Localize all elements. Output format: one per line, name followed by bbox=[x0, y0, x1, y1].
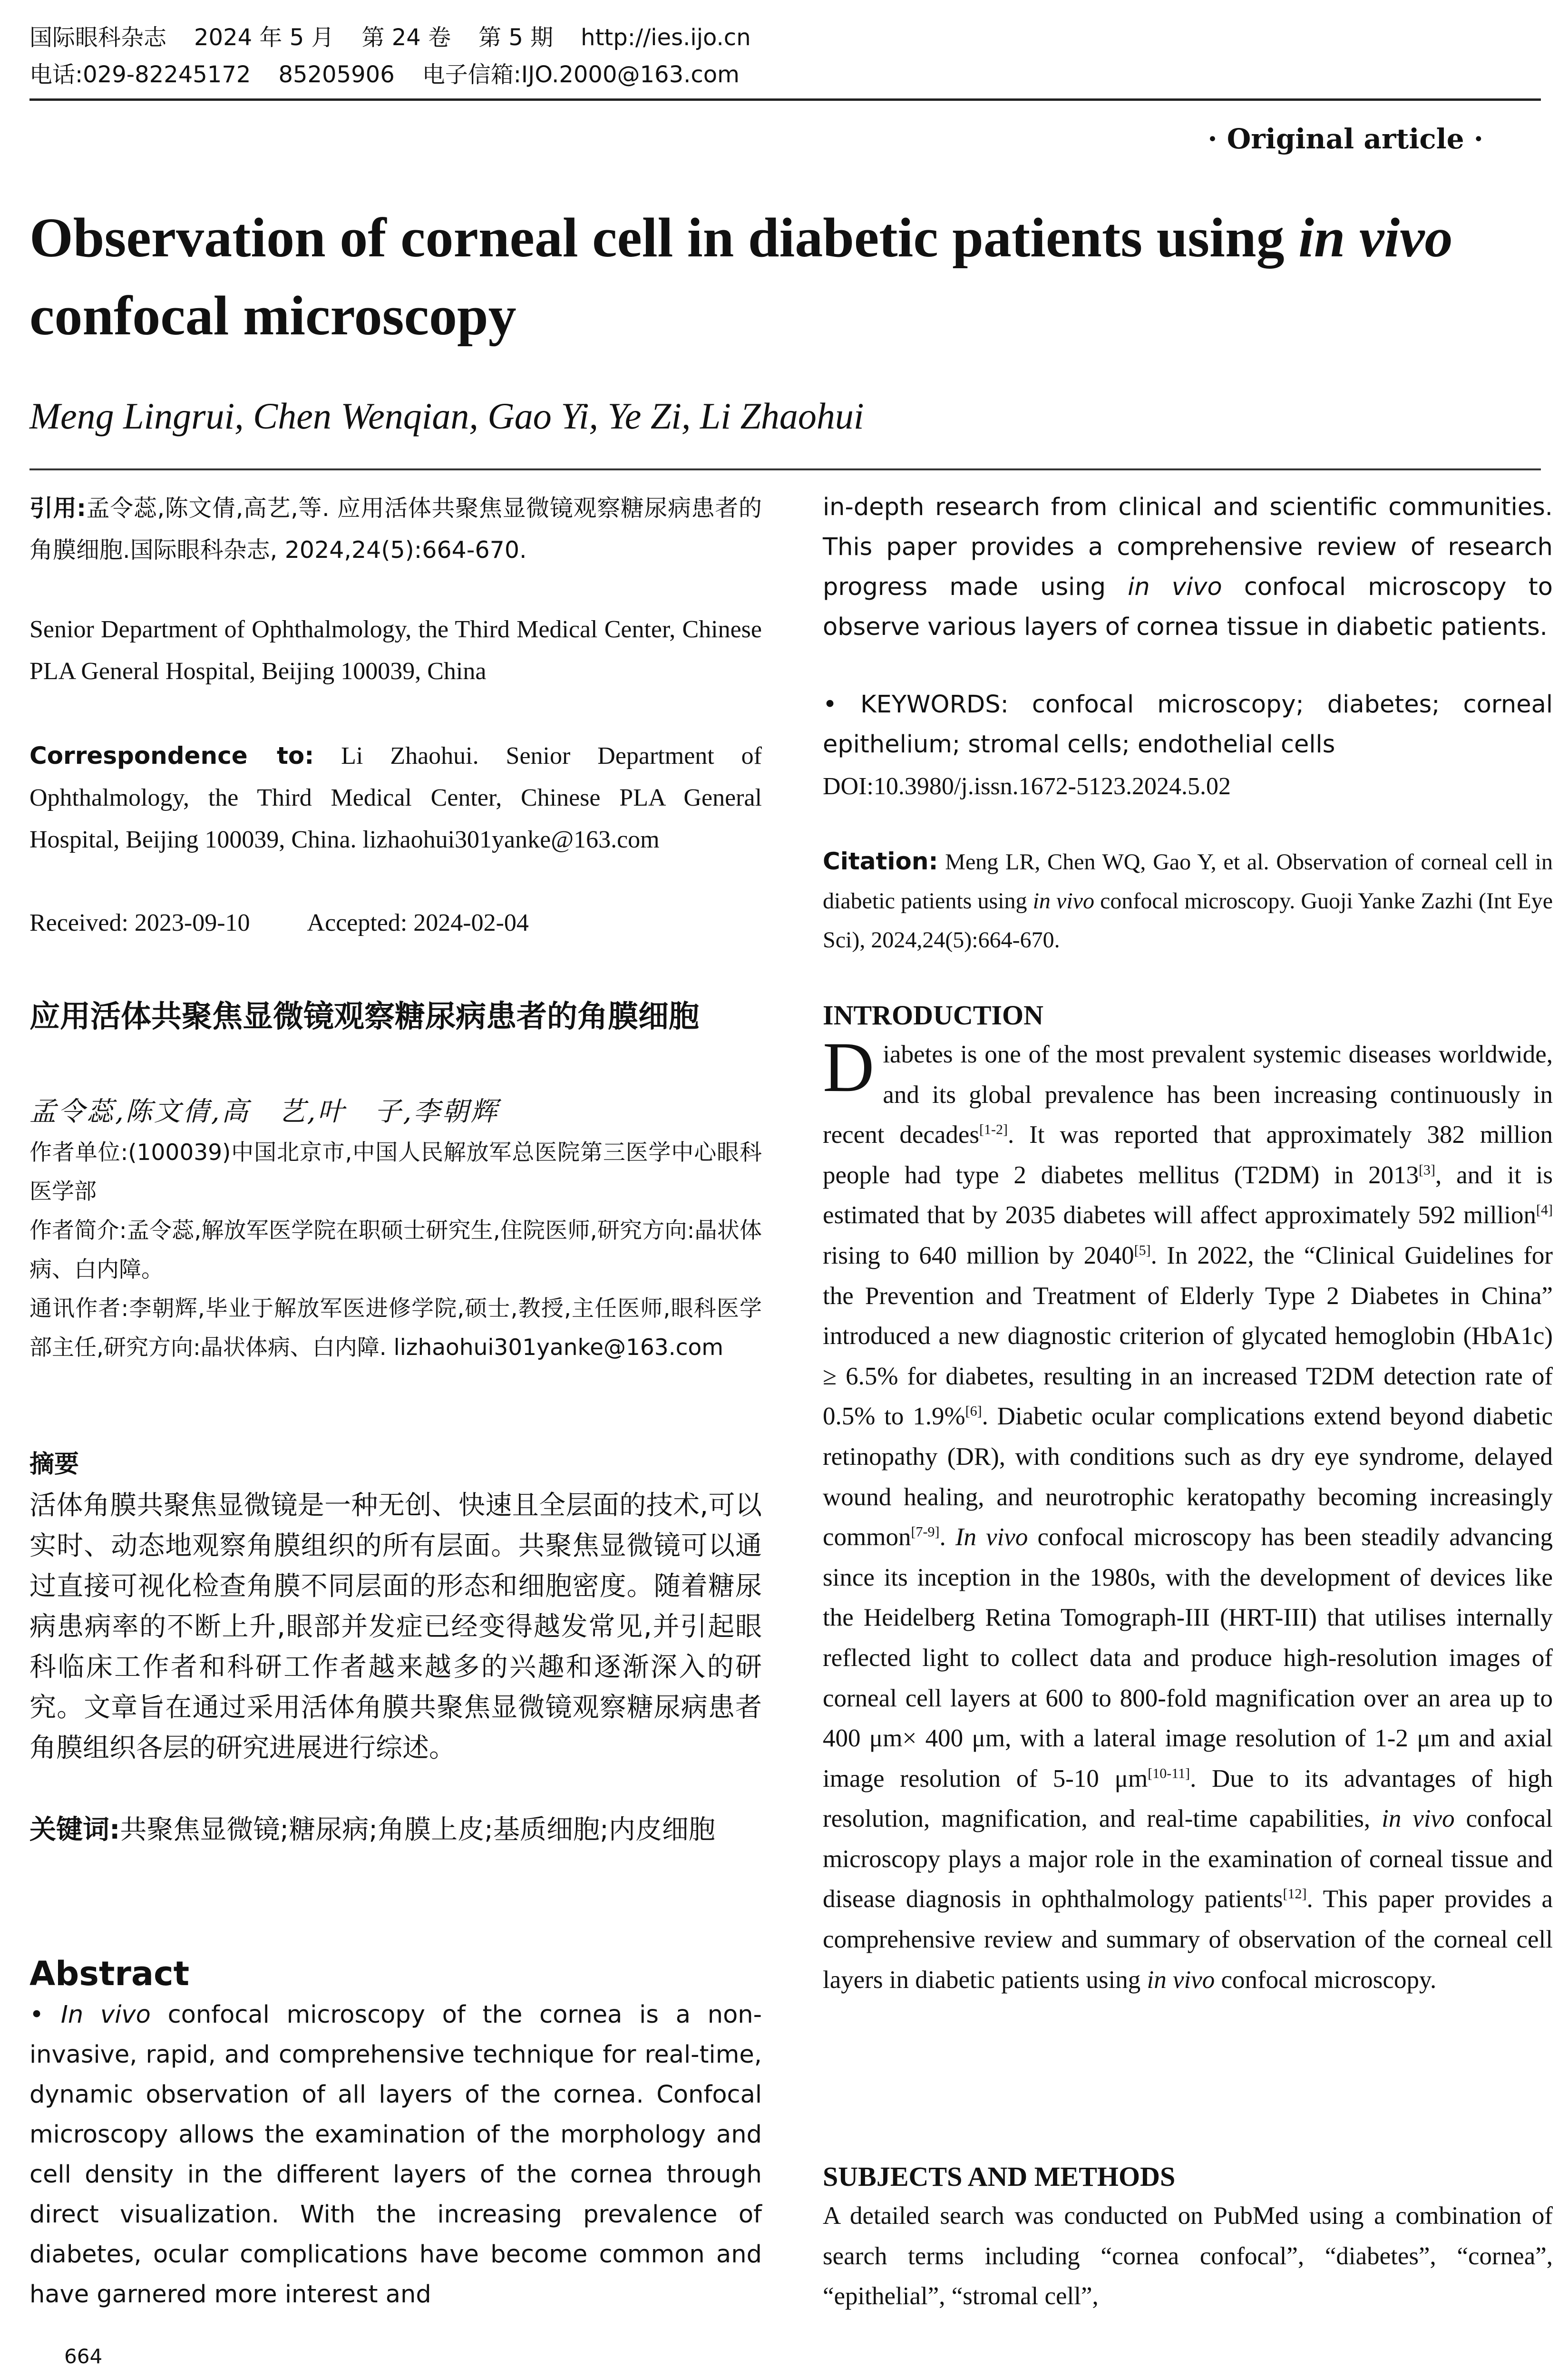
accepted-date: Accepted: 2024-02-04 bbox=[307, 909, 529, 936]
divider bbox=[29, 468, 1541, 470]
cn-abstract-heading: 摘要 bbox=[29, 1450, 79, 1479]
intro-text: confocal microscopy. bbox=[1215, 1966, 1437, 1994]
abstract-text: confocal microscopy of the cornea is a non-invasive, rapid, and comprehensive technique for real-time, dynamic observation of all layers of the cornea. Confocal microscopy allows the examination of the morphology and cell density in the different layers of the cornea through direct visualization. With the increasing prevalence of diabetes, ocular complications have become common and have garnered more interest and bbox=[29, 2001, 762, 2309]
intro-text: . Diabetic ocular complications extend beyond diabetic retinopathy (DR), with conditions such as dry eye syndrome, delayed wound healing, and neurotrophic keratopathy becoming increasingly common bbox=[823, 1403, 1553, 1551]
introduction-heading: INTRODUCTION bbox=[823, 1000, 1044, 1031]
phone: 电话:029-82245172 bbox=[29, 61, 251, 88]
cn-authors: 孟令蕊,陈文倩,高 艺,叶 子,李朝辉 bbox=[29, 1096, 499, 1127]
intro-italic: in vivo bbox=[1382, 1805, 1455, 1833]
article-type: · Original article · bbox=[1208, 123, 1483, 155]
doi[interactable]: DOI:10.3980/j.issn.1672-5123.2024.5.02 bbox=[823, 773, 1231, 800]
journal-header bbox=[29, 19, 1541, 101]
ref-link[interactable]: [5] bbox=[1134, 1242, 1151, 1258]
page-number: 664 bbox=[64, 2345, 103, 2368]
cn-abstract: 活体角膜共聚焦显微镜是一种无创、快速且全层面的技术,可以实时、动态地观察角膜组织的所有层面。共聚焦显微镜可以通过直接可视化检查角膜不同层面的形态和细胞密度。随着糖尿病患病率的不断上升,眼部并发症已经变得越发常见,并引起眼科临床工作者和科研工作者越来越多的兴趣和逐渐深入的研究。文章旨在通过采用活体角膜共聚焦显微镜观察糖尿病患者角膜组织各层的研究进展进行综述。 bbox=[29, 1490, 762, 1763]
citation-label: Citation: bbox=[823, 848, 938, 875]
cn-keywords-text: 共聚焦显微镜;糖尿病;角膜上皮;基质细胞;内皮细胞 bbox=[120, 1814, 715, 1845]
received-date: Received: 2023-09-10 bbox=[29, 909, 250, 936]
abstract-heading: Abstract bbox=[29, 1954, 190, 1993]
cn-corr: 通讯作者:李朝辉,毕业于解放军医进修学院,硕士,教授,主任医师,眼科医学部主任,研究方向:晶状体病、白内障. lizhaohui301yanke@163.com bbox=[29, 1296, 762, 1361]
methods-body: A detailed search was conducted on PubMed using a combination of search terms including “cornea confocal”, “diabetes”, “cornea”, “epithelial”, “stromal cell”, bbox=[823, 2202, 1553, 2310]
intro-italic: in vivo bbox=[1147, 1966, 1215, 1994]
affiliation: Senior Department of Ophthalmology, the Third Medical Center, Chinese PLA General Hospital, Beijing 100039, China bbox=[29, 616, 762, 685]
journal-name: 国际眼科杂志 bbox=[29, 24, 167, 51]
abstract-italic: In vivo bbox=[60, 2001, 151, 2029]
intro-text: . In 2022, the “Clinical Guidelines for the Prevention and Treatment of Elderly Type 2 Diabetes in China” introduced a new diagnostic criterion of glycated hemoglobin (HbA1c) ≥ 6.5% for diabetes, resulting in an increased T2DM detection rate of 0.5% to 1.9% bbox=[823, 1241, 1553, 1431]
intro-text: . This paper provides a comprehensive review and summary of observation of the corneal cell layers in diabetic patients using bbox=[823, 1885, 1553, 1994]
ref-link[interactable]: [4] bbox=[1536, 1202, 1553, 1218]
intro-text: iabetes is one of the most prevalent systemic diseases worldwide, and its global prevalence has been increasing continuously in recent decades bbox=[823, 1041, 1553, 1149]
header-line-2 bbox=[29, 60, 767, 89]
phone-2: 85205906 bbox=[278, 61, 395, 88]
abstract-cont-2: confocal microscopy to observe various layers of cornea tissue in diabetic patients. bbox=[823, 573, 1553, 641]
cn-keywords-label: 关键词: bbox=[29, 1814, 120, 1845]
intro-text: confocal microscopy plays a major role in the examination of corneal tissue and disease diagnosis in ophthalmology patients bbox=[823, 1805, 1553, 1913]
correspondence-label: Correspondence to: bbox=[29, 742, 314, 770]
citation-text-2: confocal microscopy. Guoji Yanke Zazhi (Int Eye Sci), 2024,24(5):664-670. bbox=[823, 888, 1553, 953]
abstract-continued bbox=[823, 487, 1553, 647]
header-line-1 bbox=[29, 23, 779, 52]
ref-link[interactable]: [10-11] bbox=[1148, 1765, 1190, 1782]
bullet: • bbox=[29, 2001, 61, 2029]
title-text-1: Observation of corneal cell in diabetic patients using bbox=[29, 206, 1299, 269]
dates bbox=[29, 902, 762, 944]
title-text-2: confocal microscopy bbox=[29, 284, 516, 347]
correspondence-text: Li Zhaohui. Senior Department of Ophthalmology, the Third Medical Center, Chinese PLA General Hospital, Beijing 100039, China. lizhaohui301yanke@163.com bbox=[29, 742, 762, 853]
ref-link[interactable]: [3] bbox=[1419, 1162, 1436, 1178]
article-title bbox=[29, 199, 1551, 355]
methods-heading: SUBJECTS AND METHODS bbox=[823, 2161, 1176, 2192]
drop-cap: D bbox=[823, 1028, 875, 1107]
intro-text: . Due to its advantages of high resolution, magnification, and real-time capabilities, bbox=[823, 1764, 1553, 1833]
journal-url[interactable]: http://ies.ijo.cn bbox=[581, 24, 751, 51]
cn-unit: 作者单位:(100039)中国北京市,中国人民解放军总医院第三医学中心眼科医学部 bbox=[29, 1140, 762, 1205]
ref-link[interactable]: [6] bbox=[965, 1403, 982, 1419]
issue: 第 5 期 bbox=[478, 24, 554, 51]
abstract-cont-italic: in vivo bbox=[1128, 573, 1222, 601]
cn-bio: 作者简介:孟令蕊,解放军医学院在职硕士研究生,住院医师,研究方向:晶状体病、白内障。 bbox=[29, 1218, 762, 1283]
intro-text: . It was reported that approximately 382 million people had type 2 diabetes mellitus (T2DM) in 2013 bbox=[823, 1121, 1553, 1189]
issue-date: 2024 年 5 月 bbox=[194, 24, 334, 51]
title-italic: in vivo bbox=[1298, 206, 1453, 269]
citation-text-1: Meng LR, Chen WQ, Gao Y, et al. Observation of corneal cell in diabetic patients using bbox=[823, 849, 1553, 914]
citation-en bbox=[823, 842, 1553, 960]
correspondence bbox=[29, 735, 762, 861]
citation-cn-text: 孟令蕊,陈文倩,高艺,等. 应用活体共聚焦显微镜观察糖尿病患者的角膜细胞.国际眼科杂志, 2024,24(5):664-670. bbox=[29, 495, 762, 564]
ref-link[interactable]: [12] bbox=[1283, 1886, 1307, 1902]
ref-link[interactable]: [1-2] bbox=[979, 1121, 1008, 1138]
ref-link[interactable]: [7-9] bbox=[911, 1524, 940, 1540]
introduction-body bbox=[823, 1028, 1553, 2000]
abstract-cont-1: in-depth research from clinical and scientific communities. This paper provides a comprehensive review of research progress made using bbox=[823, 493, 1553, 601]
citation-italic: in vivo bbox=[1032, 888, 1094, 914]
intro-text: rising to 640 million by 2040 bbox=[823, 1241, 1134, 1269]
intro-text: confocal microscopy has been steadily advancing since its inception in the 1980s, with the development of devices like the Heidelberg Retina Tomograph-III (HRT-III) that utilises internally reflected light to collect data and produce high-resolution images of corneal cell layers at 600 to 800-fold magnification over an area up to 400 μm× 400 μm, with a lateral image resolution of 1-2 μm and axial image resolution of 5-10 μm bbox=[823, 1523, 1553, 1792]
intro-text: . bbox=[939, 1523, 955, 1551]
email: 电子信箱:IJO.2000@163.com bbox=[422, 61, 740, 88]
citation-cn-label: 引用: bbox=[29, 495, 86, 522]
authors: Meng Lingrui, Chen Wenqian, Gao Yi, Ye Zi, Li Zhaohui bbox=[29, 395, 864, 437]
cn-keywords bbox=[29, 1810, 762, 1850]
cn-title: 应用活体共聚焦显微镜观察糖尿病患者的角膜细胞 bbox=[29, 999, 699, 1034]
keywords: • KEYWORDS: confocal microscopy; diabetes; corneal epithelium; stromal cells; endothelial cells bbox=[823, 691, 1553, 759]
abstract-body bbox=[29, 1995, 762, 2315]
intro-italic: In vivo bbox=[955, 1523, 1028, 1551]
citation-cn bbox=[29, 487, 762, 571]
volume: 第 24 卷 bbox=[361, 24, 451, 51]
intro-text: , and it is estimated that by 2035 diabetes will affect approximately 592 million bbox=[823, 1161, 1553, 1229]
